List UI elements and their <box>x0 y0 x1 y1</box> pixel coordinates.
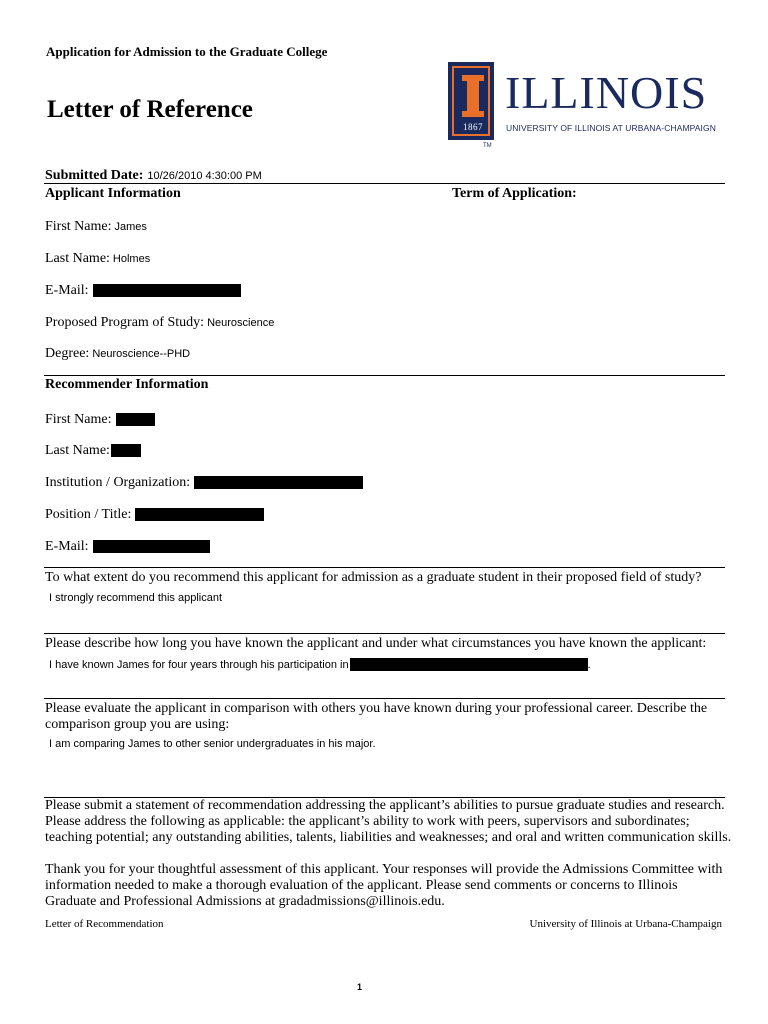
footer-left: Letter of Recommendation <box>45 918 164 930</box>
field-label: Position / Title: <box>45 507 132 522</box>
answer-text: I have known James for four years through his participation in <box>49 659 349 671</box>
answer-known-duration <box>49 655 591 673</box>
redaction-bar <box>350 658 588 671</box>
applicant-program-value: Neuroscience <box>207 317 275 329</box>
logo-trademark: TM <box>483 143 492 149</box>
applicant-program-row <box>45 313 274 331</box>
applicant-degree-row <box>45 344 190 362</box>
applicant-first-name-value: James <box>114 221 147 233</box>
divider <box>44 375 725 376</box>
divider <box>44 567 725 568</box>
redaction-bar <box>93 284 241 297</box>
paragraph-line: Graduate and Professional Admissions at gradadmissions@illinois.edu. <box>45 894 445 909</box>
answer-recommend-extent: I strongly recommend this applicant <box>49 592 223 604</box>
submitted-date-value: 10/26/2010 4:30:00 PM <box>147 170 262 182</box>
field-label: Last Name: <box>45 443 110 458</box>
field-label: First Name: <box>45 219 112 234</box>
redaction-bar <box>116 413 155 426</box>
logo-year: 1867 <box>463 122 483 132</box>
applicant-last-name-value: Holmes <box>112 253 151 265</box>
submitted-date-label: Submitted Date: <box>45 168 144 183</box>
field-label: Degree: <box>45 346 90 361</box>
applicant-first-name-row <box>45 217 147 235</box>
redaction-bar <box>93 540 210 553</box>
application-title: Application for Admission to the Graduate College <box>46 44 328 59</box>
recommender-first-name-row <box>45 410 155 428</box>
divider <box>44 698 725 699</box>
field-label: Last Name: <box>45 251 110 266</box>
applicant-degree-value: Neuroscience--PHD <box>92 348 191 360</box>
question-known-duration: Please describe how long you have known the applicant and under what circumstances you have known the applicant: <box>45 636 707 651</box>
footer-right: University of Illinois at Urbana-Champaign <box>529 918 722 930</box>
question-line: comparison group you are using: <box>45 717 230 732</box>
answer-comparison: I am comparing James to other senior undergraduates in his major. <box>49 738 376 750</box>
applicant-info-heading: Applicant Information <box>45 186 181 201</box>
redaction-bar <box>194 476 363 489</box>
field-label: Proposed Program of Study: <box>45 315 205 330</box>
recommender-institution-row <box>45 473 363 491</box>
applicant-email-row <box>45 281 241 299</box>
redaction-bar <box>135 508 264 521</box>
term-of-application-label: Term of Application: <box>452 186 577 201</box>
applicant-last-name-row <box>45 249 150 267</box>
thank-you-paragraph <box>45 862 722 910</box>
paragraph-line: information needed to make a thorough evaluation of the applicant. Please send comments or concerns to Illinois <box>45 878 678 893</box>
recommender-info-heading: Recommender Information <box>45 377 209 392</box>
recommender-email-row <box>45 537 210 555</box>
recommender-last-name-row <box>45 441 141 459</box>
divider <box>44 633 725 634</box>
instruction-line: Please address the following as applicable: the applicant’s ability to work with peers, supervisors and subordinates; <box>45 814 690 829</box>
question-recommend-extent: To what extent do you recommend this applicant for admission as a graduate student in their proposed field of study? <box>45 570 702 585</box>
field-label: First Name: <box>45 412 112 427</box>
field-label: Institution / Organization: <box>45 475 191 490</box>
recommender-position-row <box>45 505 264 523</box>
question-line: Please evaluate the applicant in comparison with others you have known during your professional career. Describe the <box>45 701 708 716</box>
answer-text-end: . <box>587 659 591 671</box>
field-label: E-Mail: <box>45 539 89 554</box>
logo-subtitle: UNIVERSITY OF ILLINOIS AT URBANA-CHAMPAIGN <box>506 123 716 133</box>
instruction-line: Please submit a statement of recommendation addressing the applicant’s abilities to pursue graduate studies and research. <box>45 798 725 813</box>
logo-wordmark: ILLINOIS <box>505 67 708 118</box>
page-number: 1 <box>357 982 363 992</box>
submitted-date-row <box>45 166 262 184</box>
statement-instructions <box>45 798 731 846</box>
paragraph-line: Thank you for your thoughtful assessment of this applicant. Your responses will provide the Admissions Committee with <box>45 862 723 877</box>
block-i-icon <box>448 62 494 140</box>
redaction-bar <box>111 444 141 457</box>
divider <box>44 183 725 184</box>
question-comparison <box>45 701 707 733</box>
instruction-line: teaching potential; any outstanding abilities, talents, liabilities and weaknesses; and oral and written communication skills. <box>45 830 732 845</box>
document-title: Letter of Reference <box>47 96 253 123</box>
field-label: E-Mail: <box>45 283 89 298</box>
